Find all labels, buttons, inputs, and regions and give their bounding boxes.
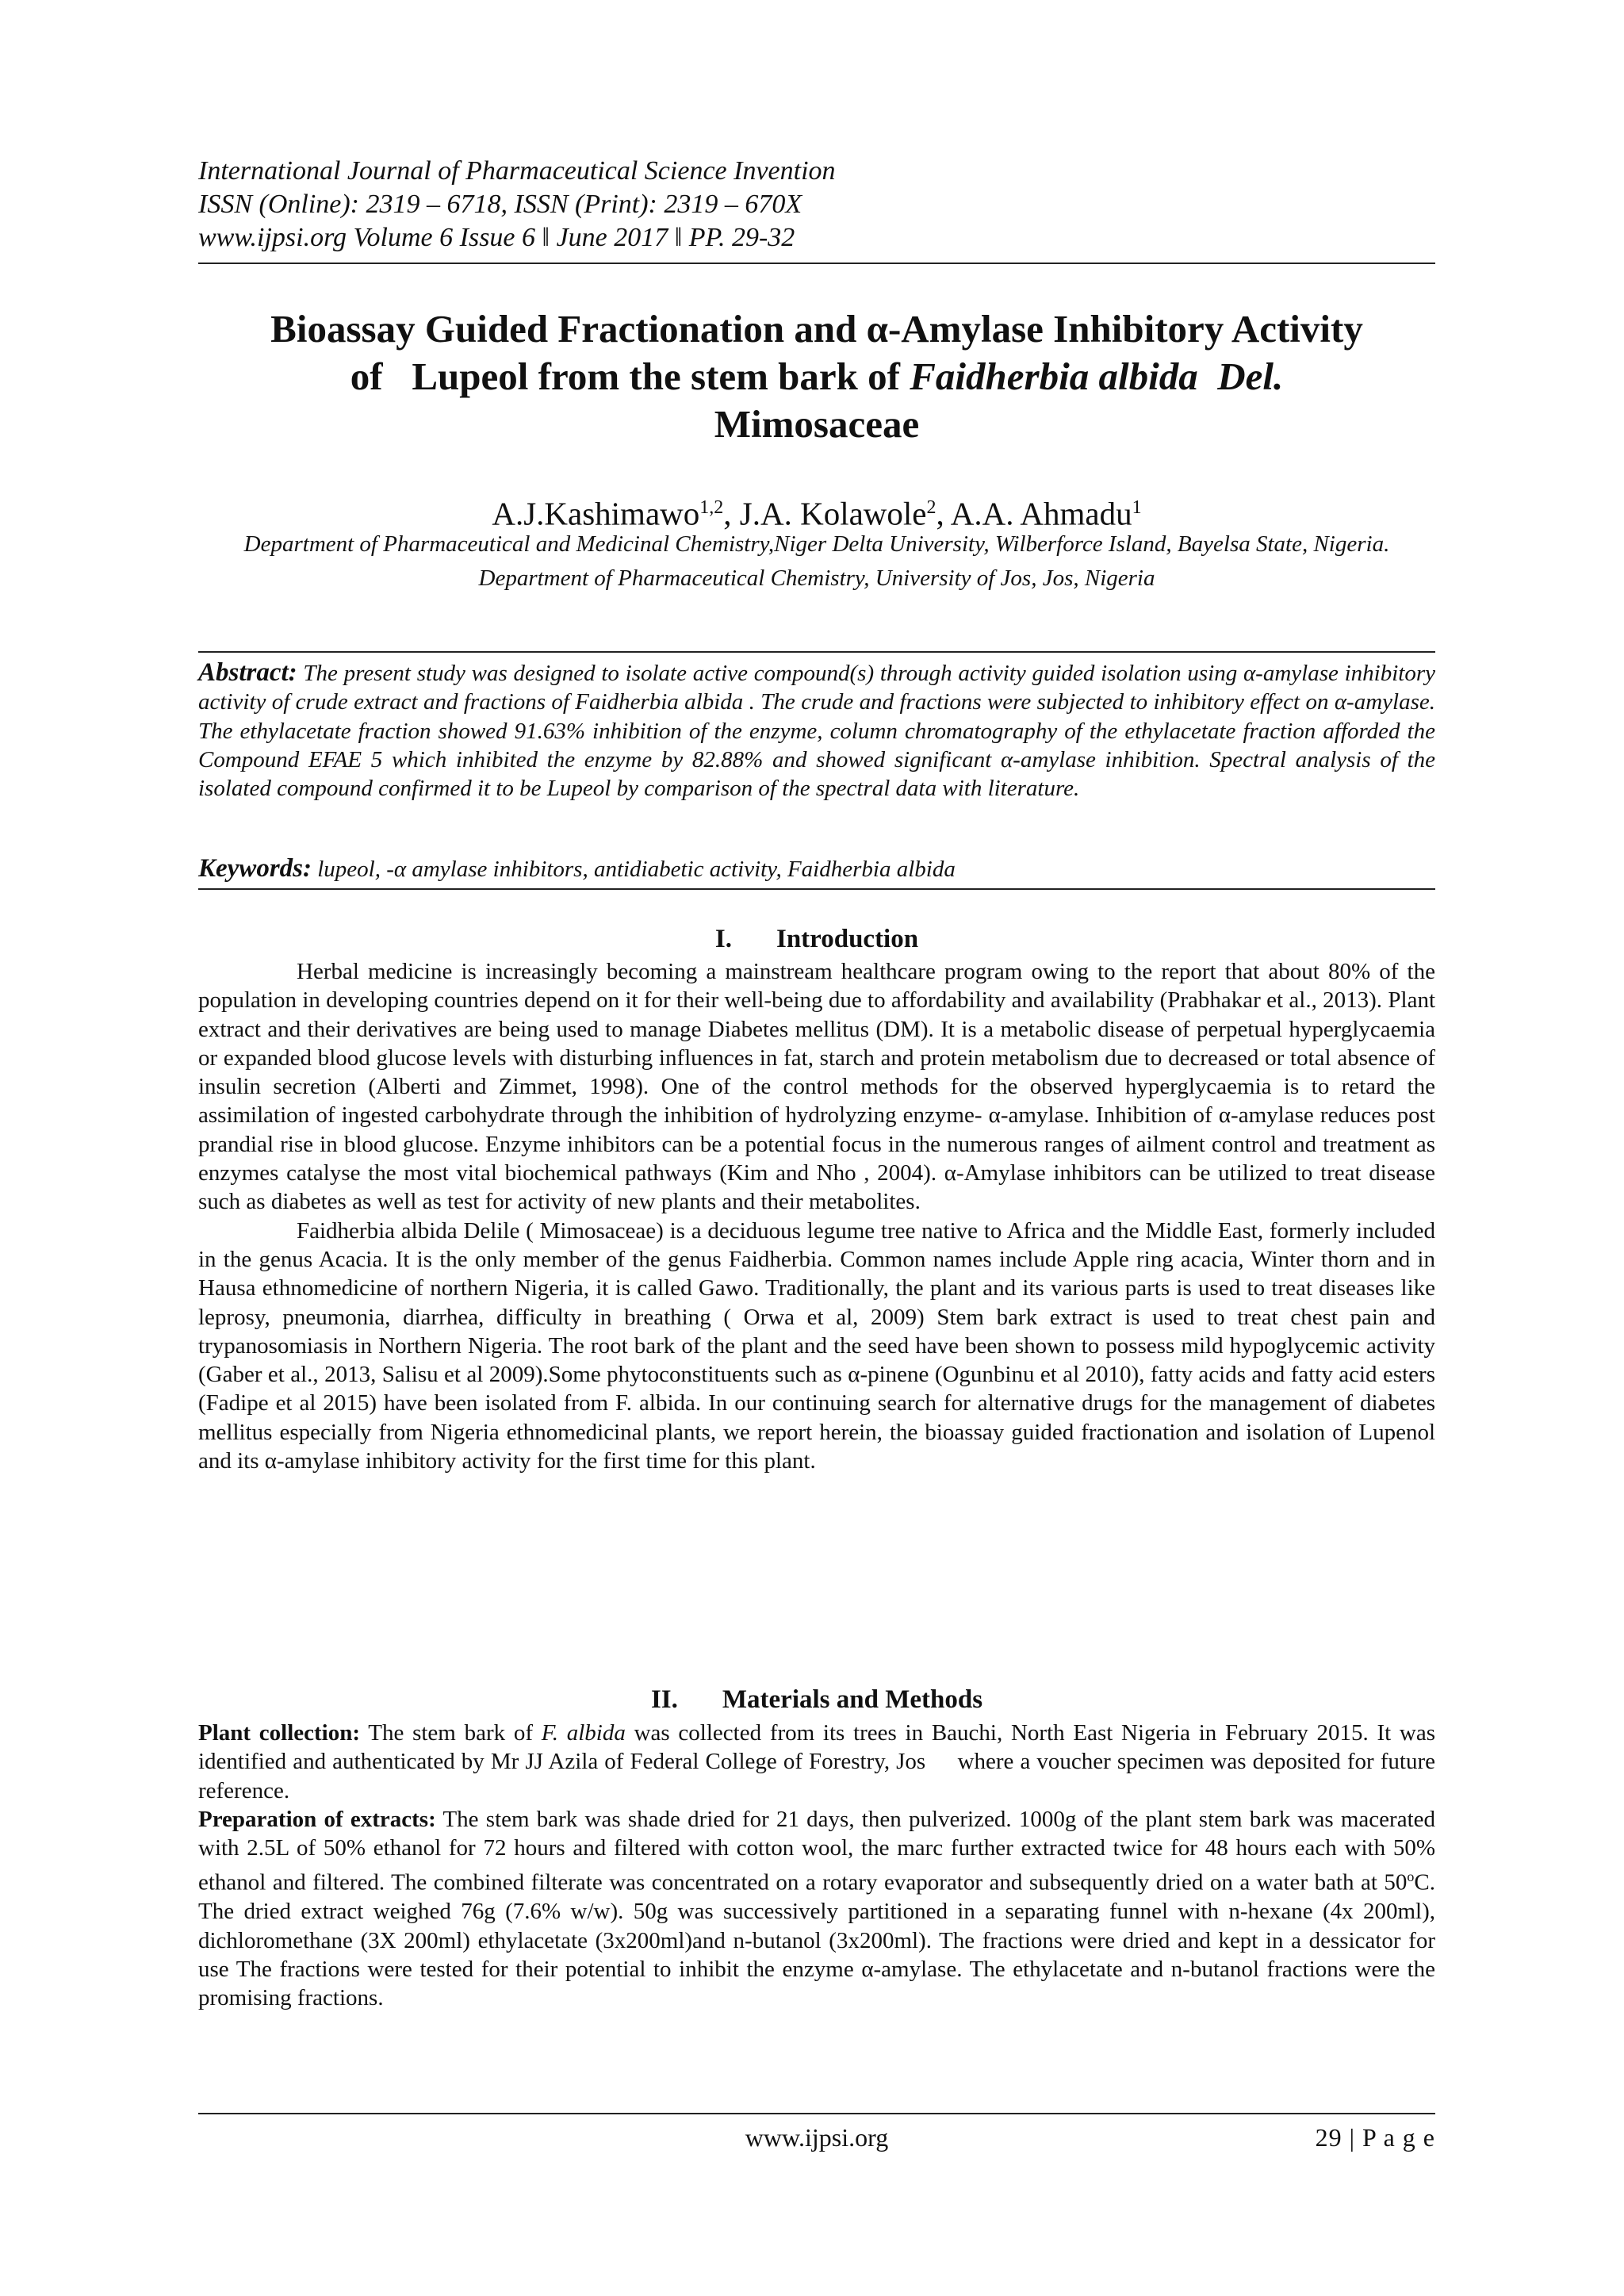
species-name: F. albida	[541, 1720, 626, 1746]
journal-header	[198, 155, 1435, 255]
paragraph	[198, 1719, 1442, 1805]
page-number: 29 | P a g e	[1315, 2123, 1435, 2152]
section-heading-introduction	[198, 923, 1435, 955]
title-species: Faidherbia albida Del.	[910, 355, 1284, 398]
section-title: Introduction	[776, 925, 919, 953]
title-line-2-text: of Lupeol from the stem bark of	[350, 355, 910, 398]
keywords-text: lupeol, -α amylase inhibitors, antidiabetic activity, Faidherbia albida	[312, 857, 956, 882]
paragraph: Herbal medicine is increasingly becoming a mainstream healthcare program owing to the report that about 80% of the population in developing countries depend on it for their well-being due to affordability and availability (Prabhakar et al., 2013). Plant extract and their derivatives are being used to manage Diabetes mellitus (DM). It is a metabolic disease of perpetual hyperglycaemia or expanded blood glucose levels with disturbing influences in fat, starch and protein metabolism due to decreased or total absence of insulin secretion (Alberti and Zimmet, 1998). One of the control methods for the observed hyperglycaemia is to retard the assimilation of ingested carbohydrate through the inhibition of hydrolyzing enzyme- α-amylase. Inhibition of α-amylase reduces post prandial rise in blood glucose. Enzyme inhibitors can be a potential focus in the numerous ranges of ailment control and treatment as enzymes catalyse the most vital biochemical pathways (Kim and Nho , 2004). α-Amylase inhibitors can be utilized to treat disease such as diabetes as well as test for activity of new plants and their metabolites.	[198, 959, 1435, 1215]
author-3-affil: 1	[1132, 497, 1142, 518]
title-line-3: Mimosaceae	[714, 402, 920, 446]
journal-volume: www.ijpsi.org Volume 6 Issue 6 ǁ June 2017 ǁ PP. 29-32	[198, 223, 795, 252]
text-run: The stem bark was shade dried for 21 days, then pulverized. 1000g of the plant stem bark was macerated with 2.5L of 50% ethanol for 72 hours and filtered with cotton wool, the marc further extracted twice for 48 hours each with 50% ethanol and filtered. The combined filterate was concentrated on a rotary evaporator and subsequently dried on a water bath at 50	[198, 1806, 1436, 1896]
keywords-label: Keywords:	[198, 854, 312, 883]
section-number: II.	[650, 1685, 678, 1714]
title-line-1: Bioassay Guided Fractionation and α-Amylase Inhibitory Activity	[270, 307, 1363, 351]
abstract	[198, 658, 1435, 803]
affiliation-1: Department of Pharmaceutical and Medicinal Chemistry,Niger Delta University, Wilberforce Island, Bayelsa State, Nigeria.	[243, 531, 1390, 557]
author-list	[198, 487, 1435, 535]
journal-issn: ISSN (Online): 2319 – 6718, ISSN (Print): 2319 – 670X	[198, 190, 802, 219]
title-line-2	[198, 353, 1435, 401]
paper-title	[198, 305, 1435, 448]
footer-divider	[198, 2113, 1435, 2114]
paragraph: Faidherbia albida Delile ( Mimosaceae) is a deciduous legume tree native to Africa and the Middle East, formerly included in the genus Acacia. It is the only member of the genus Faidherbia. Common names include Apple ring acacia, Winter thorn and in Hausa ethnomedicine of northern Nigeria, it is called Gawo. Traditionally, the plant and its various parts is used to treat diseases like leprosy, pneumonia, diarrhea, difficulty in breathing ( Orwa et al, 2009) Stem bark extract is used to treat chest pain and trypanosomiasis in Northern Nigeria. The root bark of the plant and the seed have been shown to possess mild hypoglycemic activity (Gaber et al., 2013, Salisu et al 2009).Some phytoconstituents such as α-pinene (Ogunbinu et al 2010), fatty acids and fatty acid esters (Fadipe et al 2015) have been isolated from F. albida. In our continuing search for alternative drugs for the management of diabetes mellitus especially from Nigeria ethnomedicinal plants, we report herein, the bioassay guided fractionation and isolation of Lupenol and its α-amylase inhibitory activity for the first time for this plant.	[198, 1217, 1435, 1474]
section-number: I.	[714, 925, 732, 953]
section-title: Materials and Methods	[722, 1685, 983, 1714]
affiliations	[198, 528, 1435, 596]
journal-name: International Journal of Pharmaceutical Science Invention	[198, 156, 836, 186]
degree-mark: o	[1407, 1869, 1415, 1885]
paragraph	[198, 1805, 1435, 2013]
footer-site: www.ijpsi.org	[745, 2123, 889, 2152]
author-2-affil: 2	[926, 497, 936, 518]
subsection-label: Preparation of extracts:	[198, 1806, 436, 1832]
header-divider	[198, 263, 1435, 264]
keywords	[198, 853, 1435, 884]
introduction-body	[198, 957, 1435, 1475]
affiliation-2: Department of Pharmaceutical Chemistry, University of Jos, Jos, Nigeria	[478, 565, 1155, 591]
author-1-affil: 1,2	[699, 497, 724, 518]
text-run: The stem bark of	[360, 1720, 542, 1746]
author-2: , J.A. Kolawole	[723, 495, 927, 532]
abstract-bottom-divider	[198, 888, 1435, 890]
text-run: C. The dried extract weighed 76g (7.6% w/w). 50g was successively partitioned in a separating funnel with n-hexane (4x 200ml), dichloromethane (3X 200ml) ethylacetate (3x200ml)and n-butanol (3x200ml). The fractions were dried and kept in a dessicator for use The fractions were tested for their potential to inhibit the enzyme α-amylase. The ethylacetate and n-butanol fractions were the promising fractions.	[198, 1870, 1435, 2011]
abstract-top-divider	[198, 651, 1435, 653]
author-1: A.J.Kashimawo	[492, 495, 700, 532]
text-run: was collected from its trees in Bauchi, North East Nigeria in February 2015. It was identified and authenticated by Mr JJ Azila of Federal College of Forestry, Jos where a voucher specimen was deposited for future reference.	[198, 1720, 1442, 1803]
abstract-text: The present study was designed to isolate active compound(s) through activity guided isolation using α-amylase inhibitory activity of crude extract and fractions of Faidherbia albida . The crude and fractions were subjected to inhibitory effect on α-amylase. The ethylacetate fraction showed 91.63% inhibition of the enzyme, column chromatography of the ethylacetate fraction afforded the Compound EFAE 5 which inhibited the enzyme by 82.88% and showed significant α-amylase inhibition. Spectral analysis of the isolated compound confirmed it to be Lupeol by comparison of the spectral data with literature.	[198, 661, 1435, 802]
subsection-label: Plant collection:	[198, 1720, 361, 1746]
methods-body	[198, 1719, 1442, 2013]
section-heading-methods	[198, 1684, 1435, 1715]
author-3: , A.A. Ahmadu	[936, 495, 1132, 532]
abstract-label: Abstract:	[198, 658, 297, 687]
